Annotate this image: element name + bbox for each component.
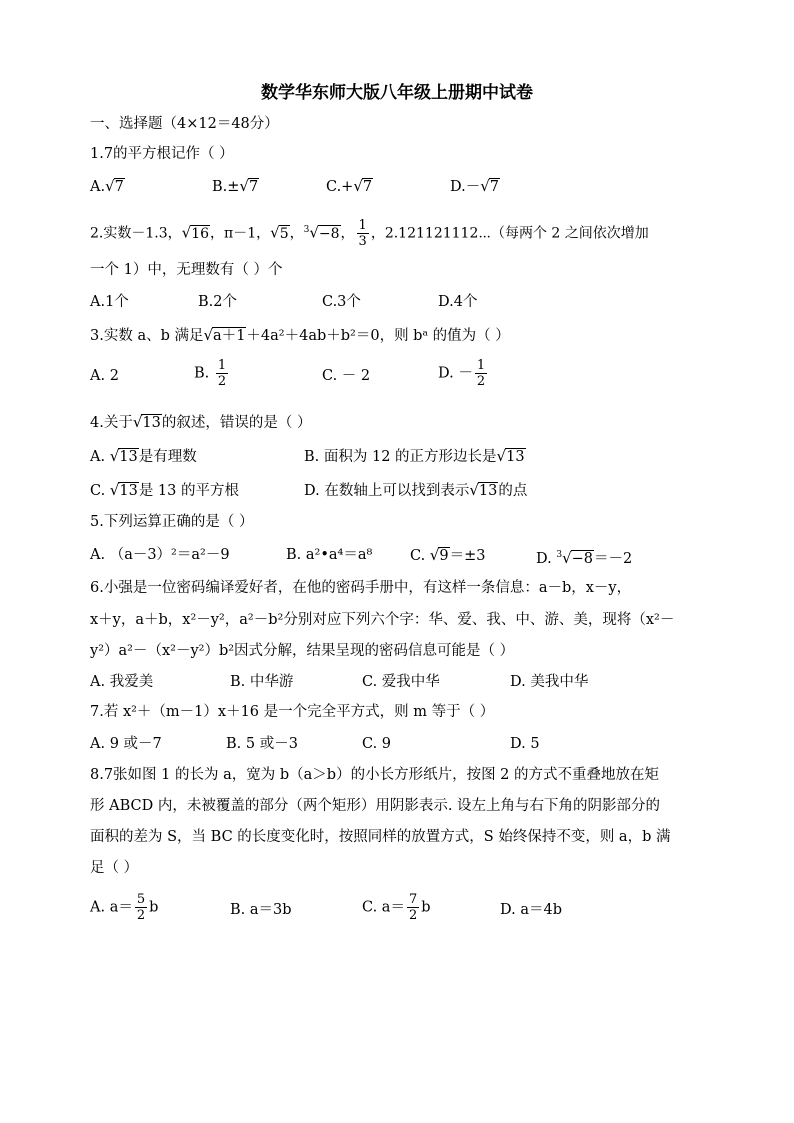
q4-option-a: A. √13是有理数	[90, 447, 197, 465]
q1-option-c: C.+√7	[326, 177, 373, 195]
q6-option-c: C. 爱我中华	[362, 674, 440, 690]
question-8-line1: 8.7张如图 1 的长为 a，宽为 b（a＞b）的小长方形纸片，按图 2 的方式不重叠地放在矩	[90, 767, 660, 783]
q5-option-d: D. $^3$√−8＝－2	[536, 548, 633, 567]
exam-title: 数学华东师大版八年级上册期中试卷	[261, 83, 533, 103]
q3-option-c: C. － 2	[322, 368, 371, 384]
question-8-line3: 面积的差为 S，当 BC 的长度变化时，按照同样的放置方式，S 始终保持不变，则 a，b 满	[90, 829, 671, 845]
q8-option-c: C. a＝ $\frac{7}{2}$ b	[362, 892, 431, 923]
q7-option-b: B. 5 或－3	[226, 736, 298, 752]
q1-option-a: A.√7	[90, 177, 124, 195]
q4-option-c: C. √13是 13 的平方根	[90, 481, 239, 499]
q8-option-b: B. a＝3b	[230, 902, 292, 918]
q1-option-b: B.±√7	[212, 177, 259, 195]
question-5-stem: 5.下列运算正确的是（ ）	[90, 514, 254, 530]
q6-option-b: B. 中华游	[230, 674, 294, 690]
q2-option-b: B.2个	[198, 294, 237, 310]
q3-option-d: D. － $\frac{1}{2}$	[438, 358, 486, 389]
question-4-stem: 4.关于√13的叙述，错误的是（ ）	[90, 413, 312, 431]
q8-option-a: A. a＝ $\frac{5}{2}$ b	[90, 892, 159, 923]
question-8-line4: 足（ ）	[90, 860, 139, 876]
q7-option-a: A. 9 或－7	[90, 736, 162, 752]
section-heading: 一、选择题（4×12＝48分）	[90, 116, 279, 132]
q7-option-d: D. 5	[510, 736, 540, 752]
q4-option-d: D. 在数轴上可以找到表示√13的点	[304, 481, 528, 499]
q6-option-d: D. 美我中华	[510, 674, 589, 690]
q7-option-c: C. 9	[362, 736, 392, 752]
q5-option-c: C. √9＝±3	[410, 546, 486, 564]
question-6-line3: y²）a²－（x²－y²）b²因式分解，结果呈现的密码信息可能是（ ）	[90, 643, 515, 659]
q3-option-b: B. $\frac{1}{2}$	[194, 358, 227, 389]
question-8-line2: 形 ABCD 内，未被覆盖的部分（两个矩形）用阴影表示. 设左上角与右下角的阴影部分的	[90, 798, 661, 814]
question-1-stem: 1.7的平方根记作（ ）	[90, 146, 234, 162]
q2-option-c: C.3个	[322, 294, 361, 310]
question-3-stem: 3.实数 a、b 满足√a＋1＋4a²＋4ab＋b²＝0，则 bᵃ 的值为（ ）	[90, 326, 510, 344]
q5-option-b: B. a²•a⁴＝a⁸	[286, 547, 373, 563]
question-6-line2: x＋y，a＋b，x²－y²，a²－b²分别对应下列六个字：华、爱、我、中、游、美，现将（x²－	[90, 612, 675, 628]
q1-option-d: D.－√7	[450, 177, 500, 195]
q4-option-b: B. 面积为 12 的正方形边长是√13	[304, 447, 525, 465]
q5-option-a: A. （a－3）²＝a²－9	[90, 547, 230, 563]
q3-option-a: A. 2	[90, 368, 119, 384]
fraction-one-third: $\frac{1}{3}$	[358, 218, 367, 249]
question-2-stem: 2.实数－1.3，√16，π－1，√5，$^3$√−8， $\frac{1}{3}$ ，2.121121112⋯（每两个 2 之间依次增加	[90, 218, 649, 249]
q6-option-a: A. 我爱美	[90, 674, 154, 690]
question-6-line1: 6.小强是一位密码编译爱好者，在他的密码手册中，有这样一条信息：a－b，x－y，	[90, 580, 632, 596]
q2-option-d: D.4个	[438, 294, 478, 310]
q2-option-a: A.1个	[90, 294, 129, 310]
question-2-line2: 一个 1）中，无理数有（ ）个	[90, 262, 283, 278]
q8-option-d: D. a＝4b	[500, 902, 562, 918]
question-7-stem: 7.若 x²＋（m－1）x＋16 是一个完全平方式，则 m 等于（ ）	[90, 704, 495, 720]
